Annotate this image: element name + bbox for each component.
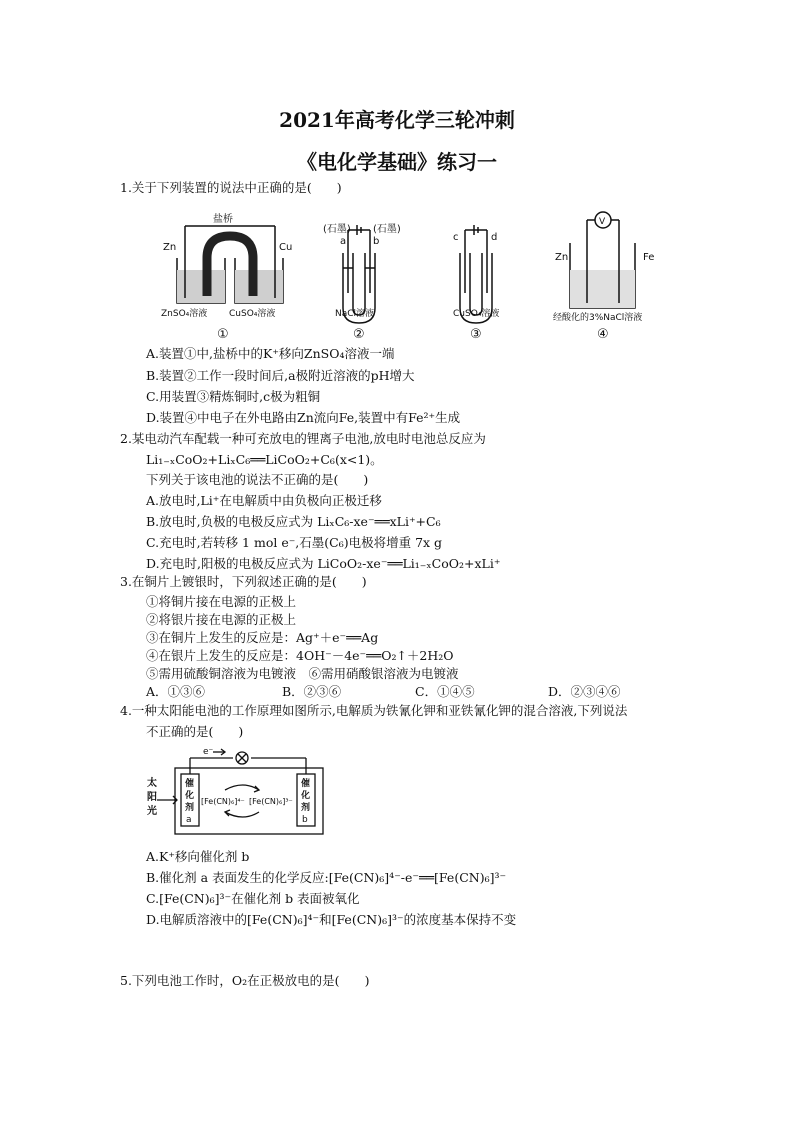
zn-label-1: Zn (163, 242, 177, 253)
electrode-b-label: b (373, 236, 380, 247)
catalyst-a-char-1: 催 (185, 779, 195, 789)
q2-option-d: D.充电时,阳极的电极反应式为 LiCoO₂-xe⁻══Li₁₋ₓCoO₂+xLi⁺ (146, 556, 501, 571)
graphite-right-label: (石墨) (373, 224, 401, 235)
catalyst-b-char-3: 剂 (301, 803, 311, 813)
catalyst-a-char-4: a (186, 815, 192, 825)
ferrocyanide-label: [Fe(CN)₆]⁴⁻ (201, 797, 245, 806)
electron-label: e⁻ (203, 748, 214, 757)
q2-stem: 2.某电动汽车配载一种可充放电的锂离子电池,放电时电池总反应为 (120, 431, 486, 446)
nacl-label: NaCl溶液 (335, 309, 375, 319)
q4-option-c: C.[Fe(CN)₆]³⁻在催化剂 b 表面被氧化 (146, 891, 360, 906)
electrode-d-label: d (491, 232, 498, 243)
graphite-left-label: (石墨) (323, 224, 351, 235)
voltmeter-label: V (599, 217, 606, 227)
q4-stem: 4.一种太阳能电池的工作原理如图所示,电解质为铁氰化钾和亚铁氰化钾的混合溶液,下列说法 (120, 703, 628, 718)
fig-num-3: ③ (470, 327, 482, 342)
acid-nacl-label: 经酸化的3%NaCl溶液 (553, 313, 643, 323)
q4-option-d: D.电解质溶液中的[Fe(CN)₆]⁴⁻和[Fe(CN)₆]³⁻的浓度基本保持不变 (146, 912, 517, 927)
page-subtitle: 《电化学基础》练习一 (297, 150, 497, 174)
q1-option-b: B.装置②工作一段时间后,a极附近溶液的pH增大 (146, 368, 415, 383)
q1-option-c: C.用装置③精炼铜时,c极为粗铜 (146, 389, 321, 404)
zn-label-4: Zn (555, 252, 569, 263)
q3-option-c: C．①④⑤ (415, 684, 475, 699)
sunlight-label-2: 阳 (147, 792, 157, 803)
q3-statement-5-6: ⑤需用硫酸铜溶液为电镀液 ⑥需用硝酸银溶液为电镀液 (146, 666, 459, 681)
catalyst-b-char-4: b (302, 815, 308, 825)
ferricyanide-label: [Fe(CN)₆]³⁻ (249, 797, 293, 806)
catalyst-b-char-2: 化 (301, 791, 311, 801)
catalyst-b-char-1: 催 (301, 779, 311, 789)
fig-num-1: ① (217, 327, 229, 342)
q4-option-a: A.K⁺移向催化剂 b (146, 849, 250, 864)
electrode-a-label: a (340, 236, 347, 247)
electrode-c-label: c (453, 232, 459, 243)
q1-option-d: D.装置④中电子在外电路由Zn流向Fe,装置中有Fe²⁺生成 (146, 410, 461, 425)
q5-stem: 5.下列电池工作时，O₂在正极放电的是( ) (120, 973, 370, 988)
q2-equation: Li₁₋ₓCoO₂+LiₓC₆══LiCoO₂+C₆(x<1)。 (146, 452, 383, 467)
fig-num-2: ② (353, 327, 365, 342)
page-title: 2021年高考化学三轮冲刺 (279, 108, 515, 132)
q3-option-a: A．①③⑥ (146, 684, 206, 699)
cuso4-3-label: CuSO₄溶液 (453, 309, 500, 319)
q3-statement-1: ①将铜片接在电源的正极上 (146, 594, 297, 609)
q3-statement-4: ④在银片上发生的反应是：4OH⁻－4e⁻══O₂↑＋2H₂O (146, 648, 454, 663)
cu-label-1: Cu (279, 242, 293, 253)
q3-statement-2: ②将银片接在电源的正极上 (146, 612, 297, 627)
q2-option-b: B.放电时,负极的电极反应式为 LiₓC₆-xe⁻══xLi⁺+C₆ (146, 514, 441, 529)
q3-statement-3: ③在铜片上发生的反应是：Ag⁺＋e⁻══Ag (146, 630, 379, 645)
q3-option-b: B．②③⑥ (282, 684, 342, 699)
cuso4-label: CuSO₄溶液 (229, 309, 276, 319)
sunlight-label-1: 太 (147, 778, 157, 789)
q4-stem2: 不正确的是( ) (146, 724, 244, 739)
q4-option-b: B.催化剂 a 表面发生的化学反应:[Fe(CN)₆]⁴⁻-e⁻══[Fe(CN)₆]³⁻ (146, 870, 507, 885)
catalyst-a-char-2: 化 (185, 791, 195, 801)
q2-option-a: A.放电时,Li⁺在电解质中由负极向正极迁移 (146, 493, 382, 508)
q1-apparatus-figure (155, 208, 675, 343)
q4-solar-cell-figure (145, 748, 330, 838)
q1-stem: 1.关于下列装置的说法中正确的是( ) (120, 180, 342, 195)
fe-label: Fe (643, 252, 655, 263)
catalyst-a-char-3: 剂 (185, 803, 195, 813)
salt-bridge-label: 盐桥 (213, 214, 233, 225)
fig-num-4: ④ (597, 327, 609, 342)
q2-stem2: 下列关于该电池的说法不正确的是( ) (146, 472, 369, 487)
sunlight-label-3: 光 (147, 806, 157, 817)
znso4-label: ZnSO₄溶液 (161, 309, 208, 319)
q3-stem: 3.在铜片上镀银时，下列叙述正确的是( ) (120, 574, 367, 589)
q1-option-a: A.装置①中,盐桥中的K⁺移向ZnSO₄溶液一端 (146, 346, 395, 361)
q2-option-c: C.充电时,若转移 1 mol e⁻,石墨(C₆)电极将增重 7x g (146, 535, 443, 550)
q3-option-d: D．②③④⑥ (548, 684, 621, 699)
